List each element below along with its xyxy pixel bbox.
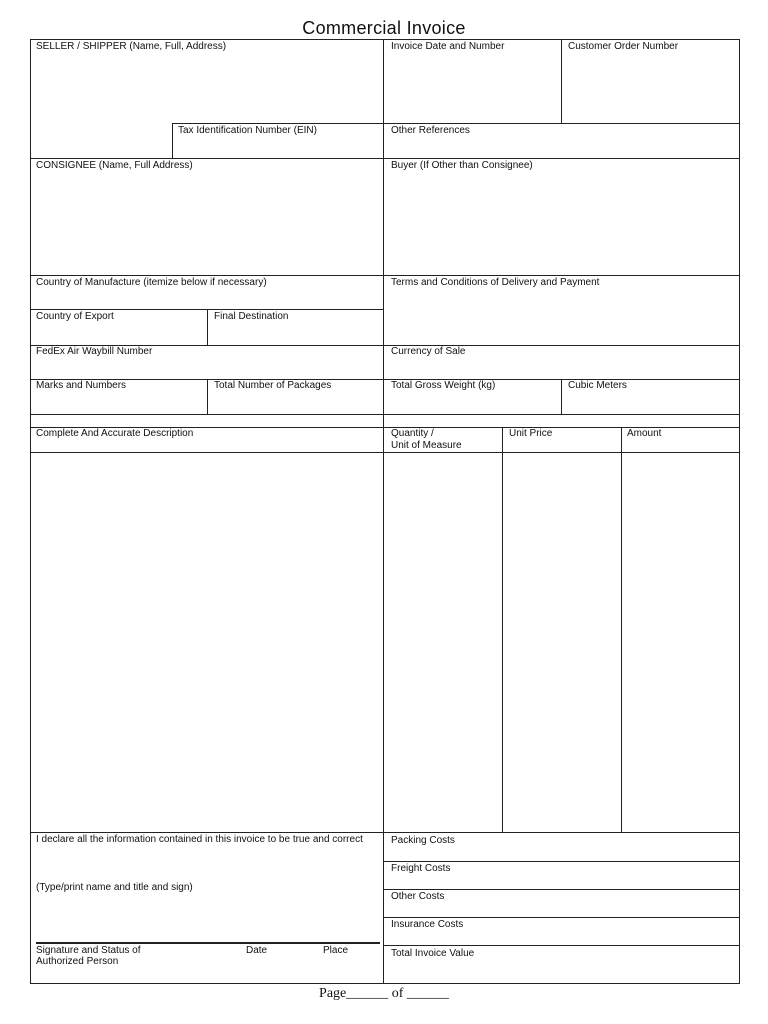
page-number-footer: Page______ of ______: [319, 986, 449, 1001]
frame-bottom: [30, 983, 740, 984]
country-of-manufacture-label: Country of Manufacture (itemize below if necessary): [36, 277, 267, 288]
tax-id-label: Tax Identification Number (EIN): [178, 125, 317, 136]
quantity-header-line2: Unit of Measure: [391, 440, 462, 451]
signature-line: [36, 942, 380, 944]
document-title: Commercial Invoice: [302, 18, 466, 38]
line-y379: [30, 379, 740, 380]
frame-right: [739, 39, 740, 984]
cubic-meters-label: Cubic Meters: [568, 380, 627, 391]
total-packages-label: Total Number of Packages: [214, 380, 332, 391]
signature-label-line1: Signature and Status of: [36, 945, 141, 956]
unit-price-header: Unit Price: [509, 428, 553, 439]
buyer-label: Buyer (If Other than Consignee): [391, 160, 533, 171]
consignee-label: CONSIGNEE (Name, Full Address): [36, 160, 193, 171]
customer-order-number-label: Customer Order Number: [568, 41, 679, 52]
line-other: [383, 889, 740, 890]
other-references-label: Other References: [391, 125, 470, 136]
type-print-instruction: (Type/print name and title and sign): [36, 882, 193, 893]
buyer-field[interactable]: [384, 173, 739, 275]
quantity-column[interactable]: [384, 453, 502, 832]
other-costs-label: Other Costs: [391, 891, 445, 902]
insurance-costs-label: Insurance Costs: [391, 919, 464, 930]
divider-cubic-meters: [561, 379, 562, 415]
line-y159: [30, 158, 740, 159]
packing-costs-label: Packing Costs: [391, 835, 455, 846]
signature-label-line2: Authorized Person: [36, 956, 119, 967]
customer-order-number-field[interactable]: [562, 54, 739, 123]
amount-header: Amount: [627, 428, 662, 439]
total-gross-weight-label: Total Gross Weight (kg): [391, 380, 496, 391]
quantity-header-line1: Quantity /: [391, 428, 434, 439]
unit-price-column[interactable]: [503, 453, 621, 832]
seller-shipper-field[interactable]: [31, 54, 383, 123]
currency-of-sale-label: Currency of Sale: [391, 346, 466, 357]
line-y414: [30, 414, 740, 415]
marks-numbers-label: Marks and Numbers: [36, 380, 127, 391]
invoice-date-number-field[interactable]: [384, 54, 561, 123]
description-column[interactable]: [31, 453, 383, 832]
final-destination-label: Final Destination: [214, 311, 289, 322]
declaration-statement: I declare all the information contained in this invoice to be true and correct: [36, 834, 363, 845]
place-label: Place: [323, 945, 349, 956]
description-header: Complete And Accurate Description: [36, 428, 194, 439]
freight-costs-label: Freight Costs: [391, 863, 451, 874]
total-invoice-value-label: Total Invoice Value: [391, 948, 475, 959]
amount-column[interactable]: [622, 453, 739, 832]
invoice-date-number-label: Invoice Date and Number: [391, 41, 505, 52]
frame-top: [30, 39, 740, 40]
divider-tax: [172, 123, 173, 159]
seller-shipper-label: SELLER / SHIPPER (Name, Full, Address): [36, 41, 227, 52]
date-label: Date: [246, 945, 268, 956]
line-y833: [30, 832, 740, 833]
line-total: [383, 945, 740, 946]
divider-final-destination: [207, 309, 208, 345]
line-freight: [383, 861, 740, 862]
line-tax-top: [172, 123, 384, 124]
fedex-waybill-label: FedEx Air Waybill Number: [36, 346, 153, 357]
divider-total-packages: [207, 379, 208, 415]
line-insurance: [383, 917, 740, 918]
consignee-field[interactable]: [31, 173, 383, 275]
terms-conditions-label: Terms and Conditions of Delivery and Payment: [391, 277, 600, 288]
line-y275: [30, 275, 740, 276]
line-y124-right: [383, 123, 740, 124]
country-of-export-label: Country of Export: [36, 311, 114, 322]
